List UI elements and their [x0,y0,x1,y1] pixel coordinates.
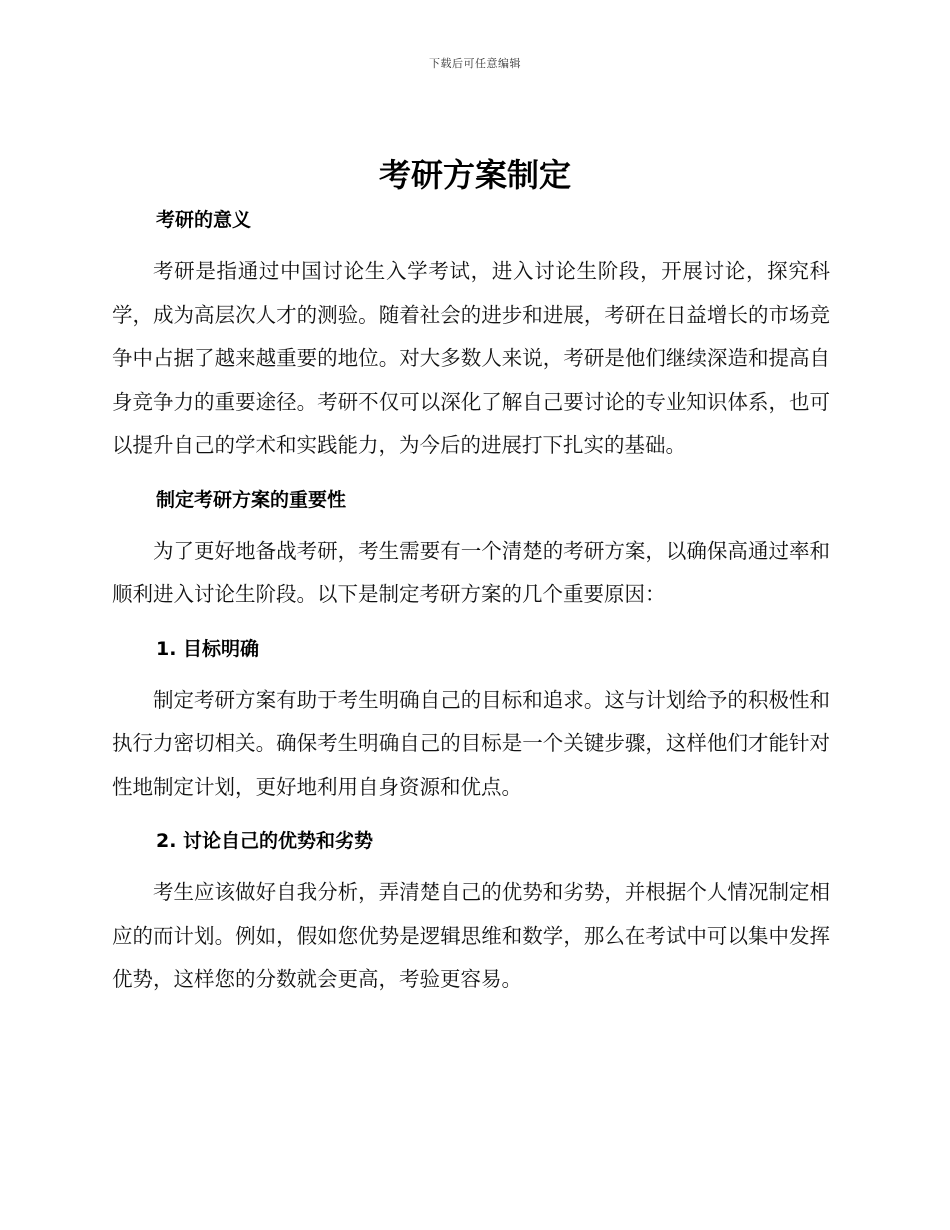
header-note: 下载后可任意编辑 [429,57,521,70]
section-clear-goals [112,629,830,822]
section-importance [112,480,830,629]
section-heading: 2. 讨论自己的优势和劣势 [156,830,374,852]
section-paragraph: 制定考研方案有助于考生明确自己的目标和追求。这与计划给予的积极性和执行力密切相关。确保考生明确自己的目标是一个关键步骤，这样他们才能针对性地制定计划，更好地利用自身资源和优点。 [112,687,830,799]
document-title: 考研方案制定 [378,156,571,194]
section-paragraph: 考生应该做好自我分析，弄清楚自己的优势和劣势，并根据个人情况制定相应的而计划。例如，假如您优势是逻辑思维和数学，那么在考试中可以集中发挥优势，这样您的分数就会更高，考验更容易。 [112,880,830,991]
section-paragraph: 为了更好地备战考研，考生需要有一个清楚的考研方案，以确保高通过率和顺利进入讨论生阶段。以下是制定考研方案的几个重要原因： [112,538,830,606]
section-heading: 制定考研方案的重要性 [156,488,347,511]
section-significance [112,200,830,480]
section-heading: 考研的意义 [156,209,252,231]
section-heading: 1. 目标明确 [156,637,260,660]
section-strengths-weaknesses [112,821,830,1002]
section-paragraph: 考研是指通过中国讨论生入学考试，进入讨论生阶段，开展讨论，探究科学，成为高层次人才的测验。随着社会的进步和进展，考研在日益增长的市场竞争中占据了越来越重要的地位。对大多数人来说，考研是他们继续深造和提高自身竞争力的重要途径。考研不仅可以深化了解自己要讨论的专业知识体系，也可以提升自己的学术和实践能力，为今后的进展打下扎实的基础。 [112,259,830,457]
document-body [112,200,830,1002]
